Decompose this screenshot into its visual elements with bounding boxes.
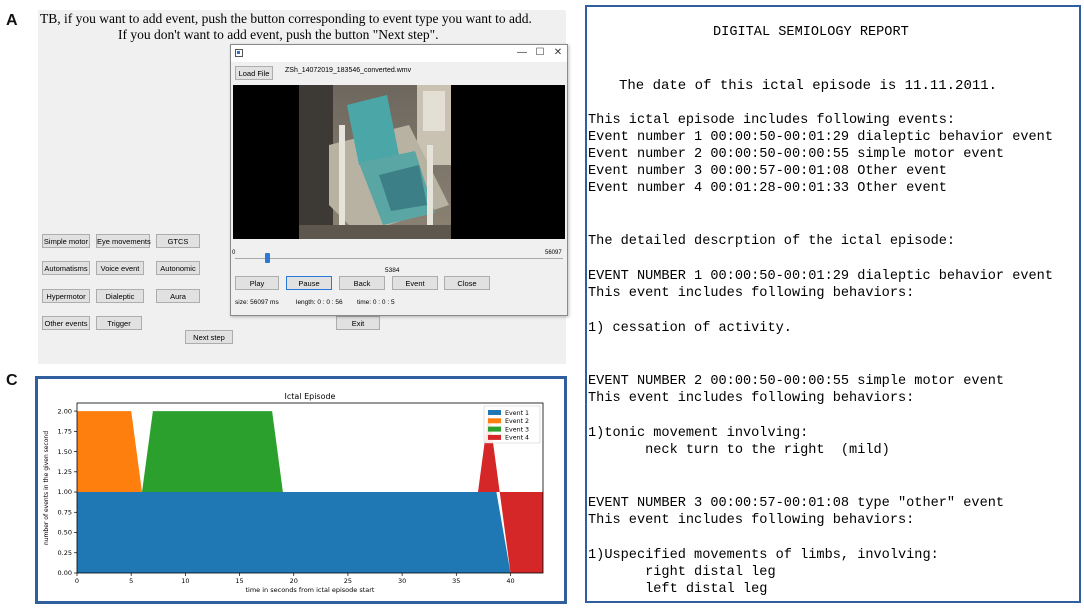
event-line: Event number 4 00:01:28-00:01:33 Other event [588, 181, 947, 196]
slider-max-label: 56097 [545, 250, 562, 256]
detail-line: 1)Uspecified movements of limbs, involving: [588, 548, 939, 563]
aura-button[interactable]: Aura [156, 289, 200, 303]
detail-includes: This event includes following behaviors: [588, 391, 915, 406]
ictal-episode-chart [38, 379, 564, 601]
dialeptic-button[interactable]: Dialeptic [96, 289, 144, 303]
slider-min-label: 0 [232, 250, 236, 256]
legend-label: Event 4 [505, 434, 530, 442]
legend-swatch [488, 427, 501, 432]
event-line: Event number 3 00:00:57-00:01:08 Other event [588, 164, 947, 179]
x-tick-label: 0 [74, 577, 80, 585]
detail-line: left distal leg [588, 582, 768, 597]
y-tick-label: 1.75 [57, 427, 72, 436]
x-tick-label: 10 [181, 577, 190, 585]
events-intro: This ictal episode includes following events: [588, 113, 956, 128]
eye-movements-button[interactable]: Eye movements [96, 234, 150, 248]
digital-semiology-report [585, 5, 1081, 603]
detail-header: EVENT NUMBER 1 00:00:50-00:01:29 dialeptic behavior event [588, 269, 1053, 284]
detailed-heading: The detailed descrption of the ictal episode: [588, 234, 956, 249]
x-tick-label: 40 [506, 577, 515, 585]
trigger-button[interactable]: Trigger [96, 316, 142, 330]
minimize-icon[interactable]: — [517, 47, 527, 58]
event-line: Event number 1 00:00:50-00:01:29 dialeptic behavior event [588, 130, 1053, 145]
x-tick-label: 5 [129, 577, 134, 585]
series-area-3 [142, 411, 283, 492]
y-tick-label: 0.50 [57, 528, 72, 537]
detail-line: right distal leg [588, 565, 776, 580]
play-button[interactable]: Play [235, 276, 279, 290]
video-filename: ZSh_14072019_183546_converted.wmv [285, 67, 412, 74]
legend-label: Event 3 [505, 426, 530, 434]
event-button[interactable]: Event [392, 276, 438, 290]
ictal-episode-chart-panel [35, 376, 567, 604]
size-readout: size: 56097 ms [235, 299, 279, 306]
x-tick-label: 30 [397, 577, 407, 585]
hospital-room-video-image [299, 85, 451, 239]
detail-includes: This event includes following behaviors: [588, 286, 915, 301]
legend-swatch [488, 418, 501, 423]
app-icon [235, 49, 243, 57]
legend-label: Event 1 [505, 409, 530, 417]
y-tick-label: 1.00 [57, 488, 72, 497]
x-tick-label: 15 [235, 577, 244, 585]
x-tick-label: 25 [343, 577, 353, 585]
y-tick-label: 0.00 [57, 569, 72, 578]
hypermotor-button[interactable]: Hypermotor [42, 289, 90, 303]
x-tick-label: 20 [289, 577, 298, 585]
frame-number: 5384 [385, 267, 400, 274]
time-readout: time: 0 : 0 : 5 [357, 299, 395, 306]
instruction-line-2: If you don't want to add event, push the button "Next step". [118, 27, 439, 42]
load-file-button[interactable]: Load File [235, 66, 273, 80]
report-title: DIGITAL SEMIOLOGY REPORT [713, 25, 909, 40]
detail-header: EVENT NUMBER 3 00:00:57-00:01:08 type "other" event [588, 496, 1005, 511]
legend-swatch [488, 435, 501, 440]
player-titlebar [231, 45, 567, 62]
report-date-line: The date of this ictal episode is 11.11.2011. [619, 78, 998, 94]
series-area-1 [77, 492, 511, 573]
chart-title: Ictal Episode [284, 392, 336, 401]
detail-header: EVENT NUMBER 2 00:00:50-00:00:55 simple motor event [588, 374, 1005, 389]
next-step-button[interactable]: Next step [185, 330, 233, 344]
exit-button[interactable]: Exit [336, 316, 380, 330]
panel-label-c: C [6, 372, 18, 389]
detail-line: 1)tonic movement involving: [588, 426, 809, 441]
detail-line: 1) cessation of activity. [588, 321, 792, 336]
panel-label-a: A [6, 12, 18, 29]
y-tick-label: 1.25 [57, 468, 72, 477]
close-icon[interactable]: ✕ [553, 47, 563, 58]
x-axis-label: time in seconds from ictal episode start [245, 586, 375, 594]
autonomic-button[interactable]: Autonomic [156, 261, 200, 275]
y-tick-label: 0.25 [57, 548, 72, 557]
legend-label: Event 2 [505, 418, 530, 426]
y-tick-label: 1.50 [57, 447, 72, 456]
x-tick-label: 35 [452, 577, 461, 585]
gtcs-button[interactable]: GTCS [156, 234, 200, 248]
video-player-window [230, 44, 568, 316]
detail-line: neck turn to the right (mild) [588, 443, 890, 458]
other-events-button[interactable]: Other events [42, 316, 90, 330]
y-tick-label: 0.75 [57, 508, 72, 517]
simple-motor-button[interactable]: Simple motor [42, 234, 90, 248]
instruction-line-1: TB, if you want to add event, push the button corresponding to event type you want to add. [40, 11, 532, 26]
voice-event-button[interactable]: Voice event [96, 261, 144, 275]
close-button[interactable]: Close [444, 276, 490, 290]
maximize-icon[interactable]: ☐ [535, 47, 545, 58]
seek-slider-track[interactable] [235, 258, 563, 259]
y-axis-label: number of events in the given second [43, 430, 50, 546]
legend-swatch [488, 410, 501, 415]
pause-button[interactable]: Pause [286, 276, 332, 290]
length-readout: length: 0 : 0 : 56 [296, 299, 343, 306]
event-selection-window [38, 10, 566, 364]
event-line: Event number 2 00:00:50-00:00:55 simple motor event [588, 147, 1005, 162]
back-button[interactable]: Back [339, 276, 385, 290]
seek-slider-thumb[interactable] [265, 253, 270, 263]
automatisms-button[interactable]: Automatisms [42, 261, 90, 275]
detail-includes: This event includes following behaviors: [588, 513, 915, 528]
series-area-2 [77, 411, 142, 492]
video-frame [233, 85, 565, 239]
y-tick-label: 2.00 [57, 407, 72, 416]
